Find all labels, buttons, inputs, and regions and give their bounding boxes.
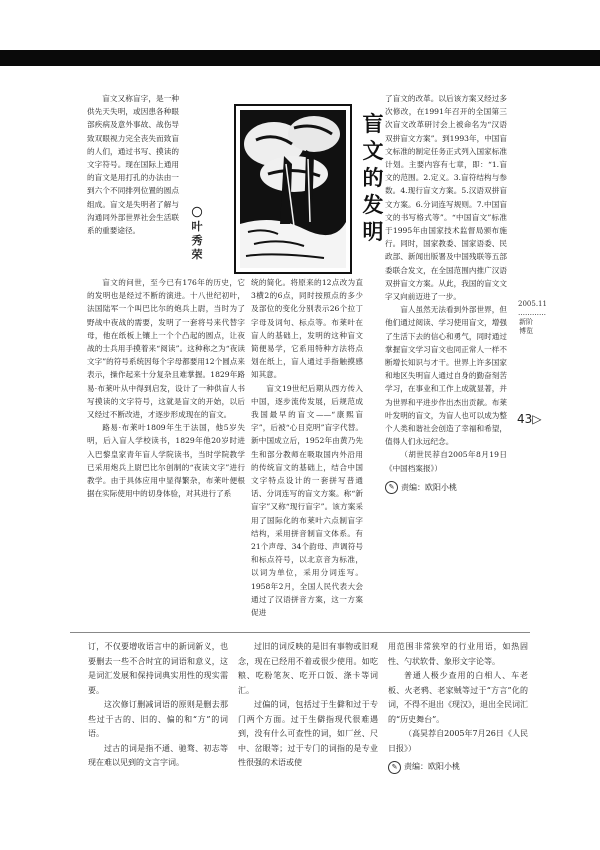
editor-credit: ✎ 责编：欧阳小桃 <box>388 760 528 775</box>
paragraph: 过古的词是指不通、驰骛、初志等现在难以见到的文言字词。 <box>88 743 228 767</box>
article-column-1-lower <box>87 276 245 500</box>
top-black-band <box>0 50 600 66</box>
article-column-2 <box>251 276 363 619</box>
paragraph: 订，不仅要增收语言中的新词新义，也要删去一些不合时宜的词语和意义，这是词汇发展和保持词典实用性的现实需要。 <box>88 642 228 695</box>
paragraph: 路易·布莱叶1809年生于法国，他5岁失明，后入盲人学校读书，1829年他20岁时进入巴黎皇家青年盲人学院读书，当时学院教学已采用炮兵上尉巴比尔创制的“夜读文字”进行教学。由于具体应用中显得繁杂，布莱叶便根据在实际使用中的切身体验，对其进行了系 <box>87 423 245 499</box>
source-note: （高昊荐自2005年7月26日《人民日报》） <box>388 729 528 753</box>
bottom-column-2 <box>238 640 378 771</box>
paragraph: 普通人极少查用的白相人、车老板、火老鸦、老家贼等过于“方言”化的词，不得不退出《现汉》，退出全民词汇的“历史舞台”。 <box>388 671 528 724</box>
paragraph: 统的简化。将原来的12点改为直3横2的6点，同时按照点的多少及部位的变化分别表示26个拉丁字母及词句、标点等。布莱叶在盲人的基础上，发明的这种盲文简便易学，它系用特种方法将点划在纸上，盲人通过手指触摸感知其意。 <box>251 278 363 380</box>
paragraph: 过旧的词反映的是旧有事物或旧观念，现在已经用不着或很少使用。如吃粮、吃粉笔灰、吃开口饭、涤卡等词汇。 <box>238 642 378 695</box>
article-column-3 <box>385 92 507 494</box>
paragraph: 了盲文的改革。以后该方案又经过多次修改，在1991年召开的全国第三次盲文改革研讨会上被命名为“汉语双拼盲文方案”。到1993年，中国盲文标准的制定任务正式列入国家标准计划。主要内容有七章，即：“1.盲文的范围。2.定义。3.盲符结构与参数。4.现行盲文方案。5.汉语双拼盲文方案。6.分词连写规则。7.中国盲文的书写格式等”。“中国盲文”标准于1995年由国家技术监督局颁布施行。同时，国家教委、国家语委、民政部、新闻出版署及中国残联等五部委联合发文，在全国范围内推广汉语双拼盲文方案。从此，我国的盲文文字又向前迈进了一步。 <box>385 94 507 302</box>
section-divider <box>70 632 530 633</box>
bottom-column-3 <box>388 640 528 775</box>
issue-side-label: 2005.11 ………… 新阶博览 <box>518 300 547 335</box>
editor-icon: ✎ <box>385 481 398 494</box>
paragraph: 盲文又称盲字，是一种供先天失明，或因患各种眼部疾病及意外事故、战伤导致双眼视力完全丧失而致盲的人们，通过书写、摸读的文字符号。现在国际上通用的盲文是用打孔的办法由一到六个不同排列位置的圆点组成。盲文是失明者了解与沟通同外部世界社会生活联系的重要途径。 <box>87 94 179 236</box>
source-note: （胡世民荐自2005年8月19日《中国档案报》） <box>385 450 507 473</box>
paragraph: 盲人虽然无法看到外部世界，但他们通过阅读、学习使用盲文，增强了生活下去的信心和勇气，同时通过掌握盲文学习盲文也同正常人一样不断增长知识与才干。世界上许多国家和地区失明盲人通过自身的勤奋刻苦学习，在事业和工作上成就显著，并为世界和平进步作出杰出贡献。布莱叶发明的盲文，为盲人也可以成为整个人类和谐社会创造了幸福和希望，值得人们永远纪念。 <box>385 305 507 447</box>
article-title: 盲 文 的 发 明 <box>362 111 384 244</box>
bottom-column-1 <box>88 640 228 771</box>
editor-credit: ✎ 责编：欧阳小桃 <box>385 481 507 494</box>
paragraph: 过偏的词，包括过于生僻和过于专门两个方面。过于生僻指现代很难遇到，没有什么可查性的词，如厂丝、尺中、岔眼等；过于专门的词指的是专业性很强的术语或使 <box>238 700 378 767</box>
editor-icon: ✎ <box>388 761 401 774</box>
article-column-1 <box>87 92 179 237</box>
paragraph: 盲文的问世，至今已有176年的历史，它的发明也是经过不断的演进。十八世纪初叶，法国陆军一个叫巴比尔的炮兵上尉，当时为了野战中夜战的需要，发明了一套将号来代替字母，他在纸板上镶上一个个凸起的圆点，让夜战的士兵用手摸着来“阅读”。这种称之为“夜读文字”的符号系统因每个字母都要用12个圆点来表示，操作起来十分复杂且难掌握。1829年路易·布莱叶从中得到启发，设计了一种供盲人书写摸读的文字符号，这就是盲文的开始，以后又经过不断改进，才逐步形成现在的盲文。 <box>87 278 245 420</box>
paragraph: 这次修订删减词语的原则是删去那些过于古的、旧的、偏的和“方”的词语。 <box>88 700 228 738</box>
author-name: 〇叶秀荣 <box>191 206 203 261</box>
paragraph: 用范围非常狭窄的行业用语，如热固性、勺状软骨、象形文字论等。 <box>388 642 528 666</box>
woodcut-tree-illustration <box>234 104 352 274</box>
paragraph: 盲文19世纪后期从西方传入中国，逐步流传发展，后规范成我国最早的盲文——“康熙盲字”，后被“心目克明”盲字代替。新中国成立后，1952年由黄乃先生和部分教师在吸取国内外沿用的传统盲文的基础上，结合中国文字特点设计的一套拼写普通话、分词连写的盲文方案。称“新盲字”又称“现行盲字”。该方案采用了国际化的布莱叶六点制盲字结构，采用拼音制盲文体系。有21个声母、34个韵母、声调符号和标点符号，以北京音为标准，以词为单位，采用分词连写。1958年2月，全国人民代表大会通过了汉语拼音方案，这一方案促进 <box>251 383 363 618</box>
page-number: 43▷ <box>517 412 542 426</box>
